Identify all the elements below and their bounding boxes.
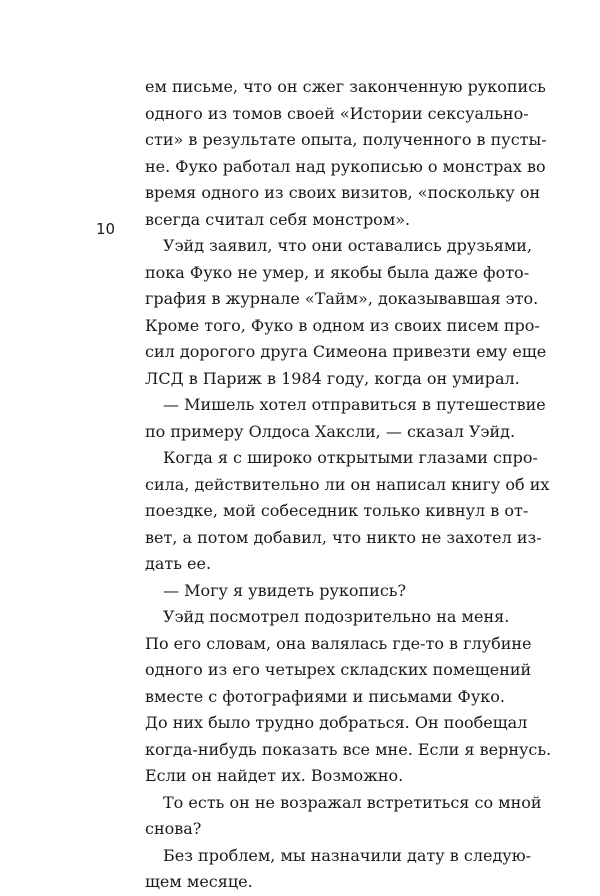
body-text: [145, 74, 552, 896]
text-line: ем письме, что он сжег законченную рукопись: [145, 77, 546, 96]
text-line: вместе с фотографиями и письмами Фуко.: [145, 686, 505, 706]
text-line: снова?: [145, 819, 202, 838]
text-line: время одного из своих визитов, «поскольку он: [145, 183, 541, 202]
text-line: Кроме того, Фуко в одном из своих писем про-: [145, 315, 540, 335]
text-line: По его словам, она валялась где-то в глубине: [145, 633, 532, 653]
text-line: всегда считал себя монстром».: [145, 209, 411, 229]
text-line: одного из томов своей «Истории сексуально-: [145, 103, 529, 123]
text-line: графия в журнале «Тайм», доказывавшая это.: [145, 289, 539, 308]
text-line: вет, а потом добавил, что никто не захотел из-: [145, 527, 542, 547]
text-line: Уэйд посмотрел подозрительно на меня.: [163, 607, 510, 626]
text-line: щем месяце.: [145, 872, 253, 891]
text-line: сил дорогого друга Симеона привезти ему еще: [145, 342, 547, 361]
text-line: — Могу я увидеть рукопись?: [163, 580, 407, 600]
text-line: — Мишель хотел отправиться в путешествие: [163, 395, 546, 414]
text-line: Если он найдет их. Возможно.: [145, 766, 404, 785]
text-line: До них было трудно добраться. Он пообещал: [145, 713, 528, 732]
text-line: То есть он не возражал встретиться со мной: [163, 792, 542, 812]
text-line: сти» в результате опыта, полученного в пусты-: [145, 130, 547, 149]
text-line: Когда я с широко открытыми глазами спро-: [163, 448, 538, 467]
text-line: не. Фуко работал над рукописью о монстрах во: [145, 156, 546, 176]
text-line: ЛСД в Париж в 1984 году, когда он умирал.: [145, 368, 520, 388]
text-line: одного из его четырех складских помещений: [145, 660, 532, 679]
page-number: 10: [96, 220, 116, 238]
text-line: Уэйд заявил, что они оставались друзьями,: [163, 236, 533, 255]
text-line: поездке, мой собеседник только кивнул в от-: [145, 501, 529, 520]
text-line: когда-нибудь показать все мне. Если я вернусь.: [145, 739, 552, 759]
text-line: пока Фуко не умер, и якобы была даже фото-: [145, 262, 530, 282]
text-line: Без проблем, мы назначили дату в следую-: [163, 845, 532, 865]
text-line: сила, действительно ли он написал книгу об их: [145, 474, 550, 494]
text-line: дать ее.: [145, 554, 212, 573]
text-line: по примеру Олдоса Хаксли, — сказал Уэйд.: [145, 421, 516, 441]
